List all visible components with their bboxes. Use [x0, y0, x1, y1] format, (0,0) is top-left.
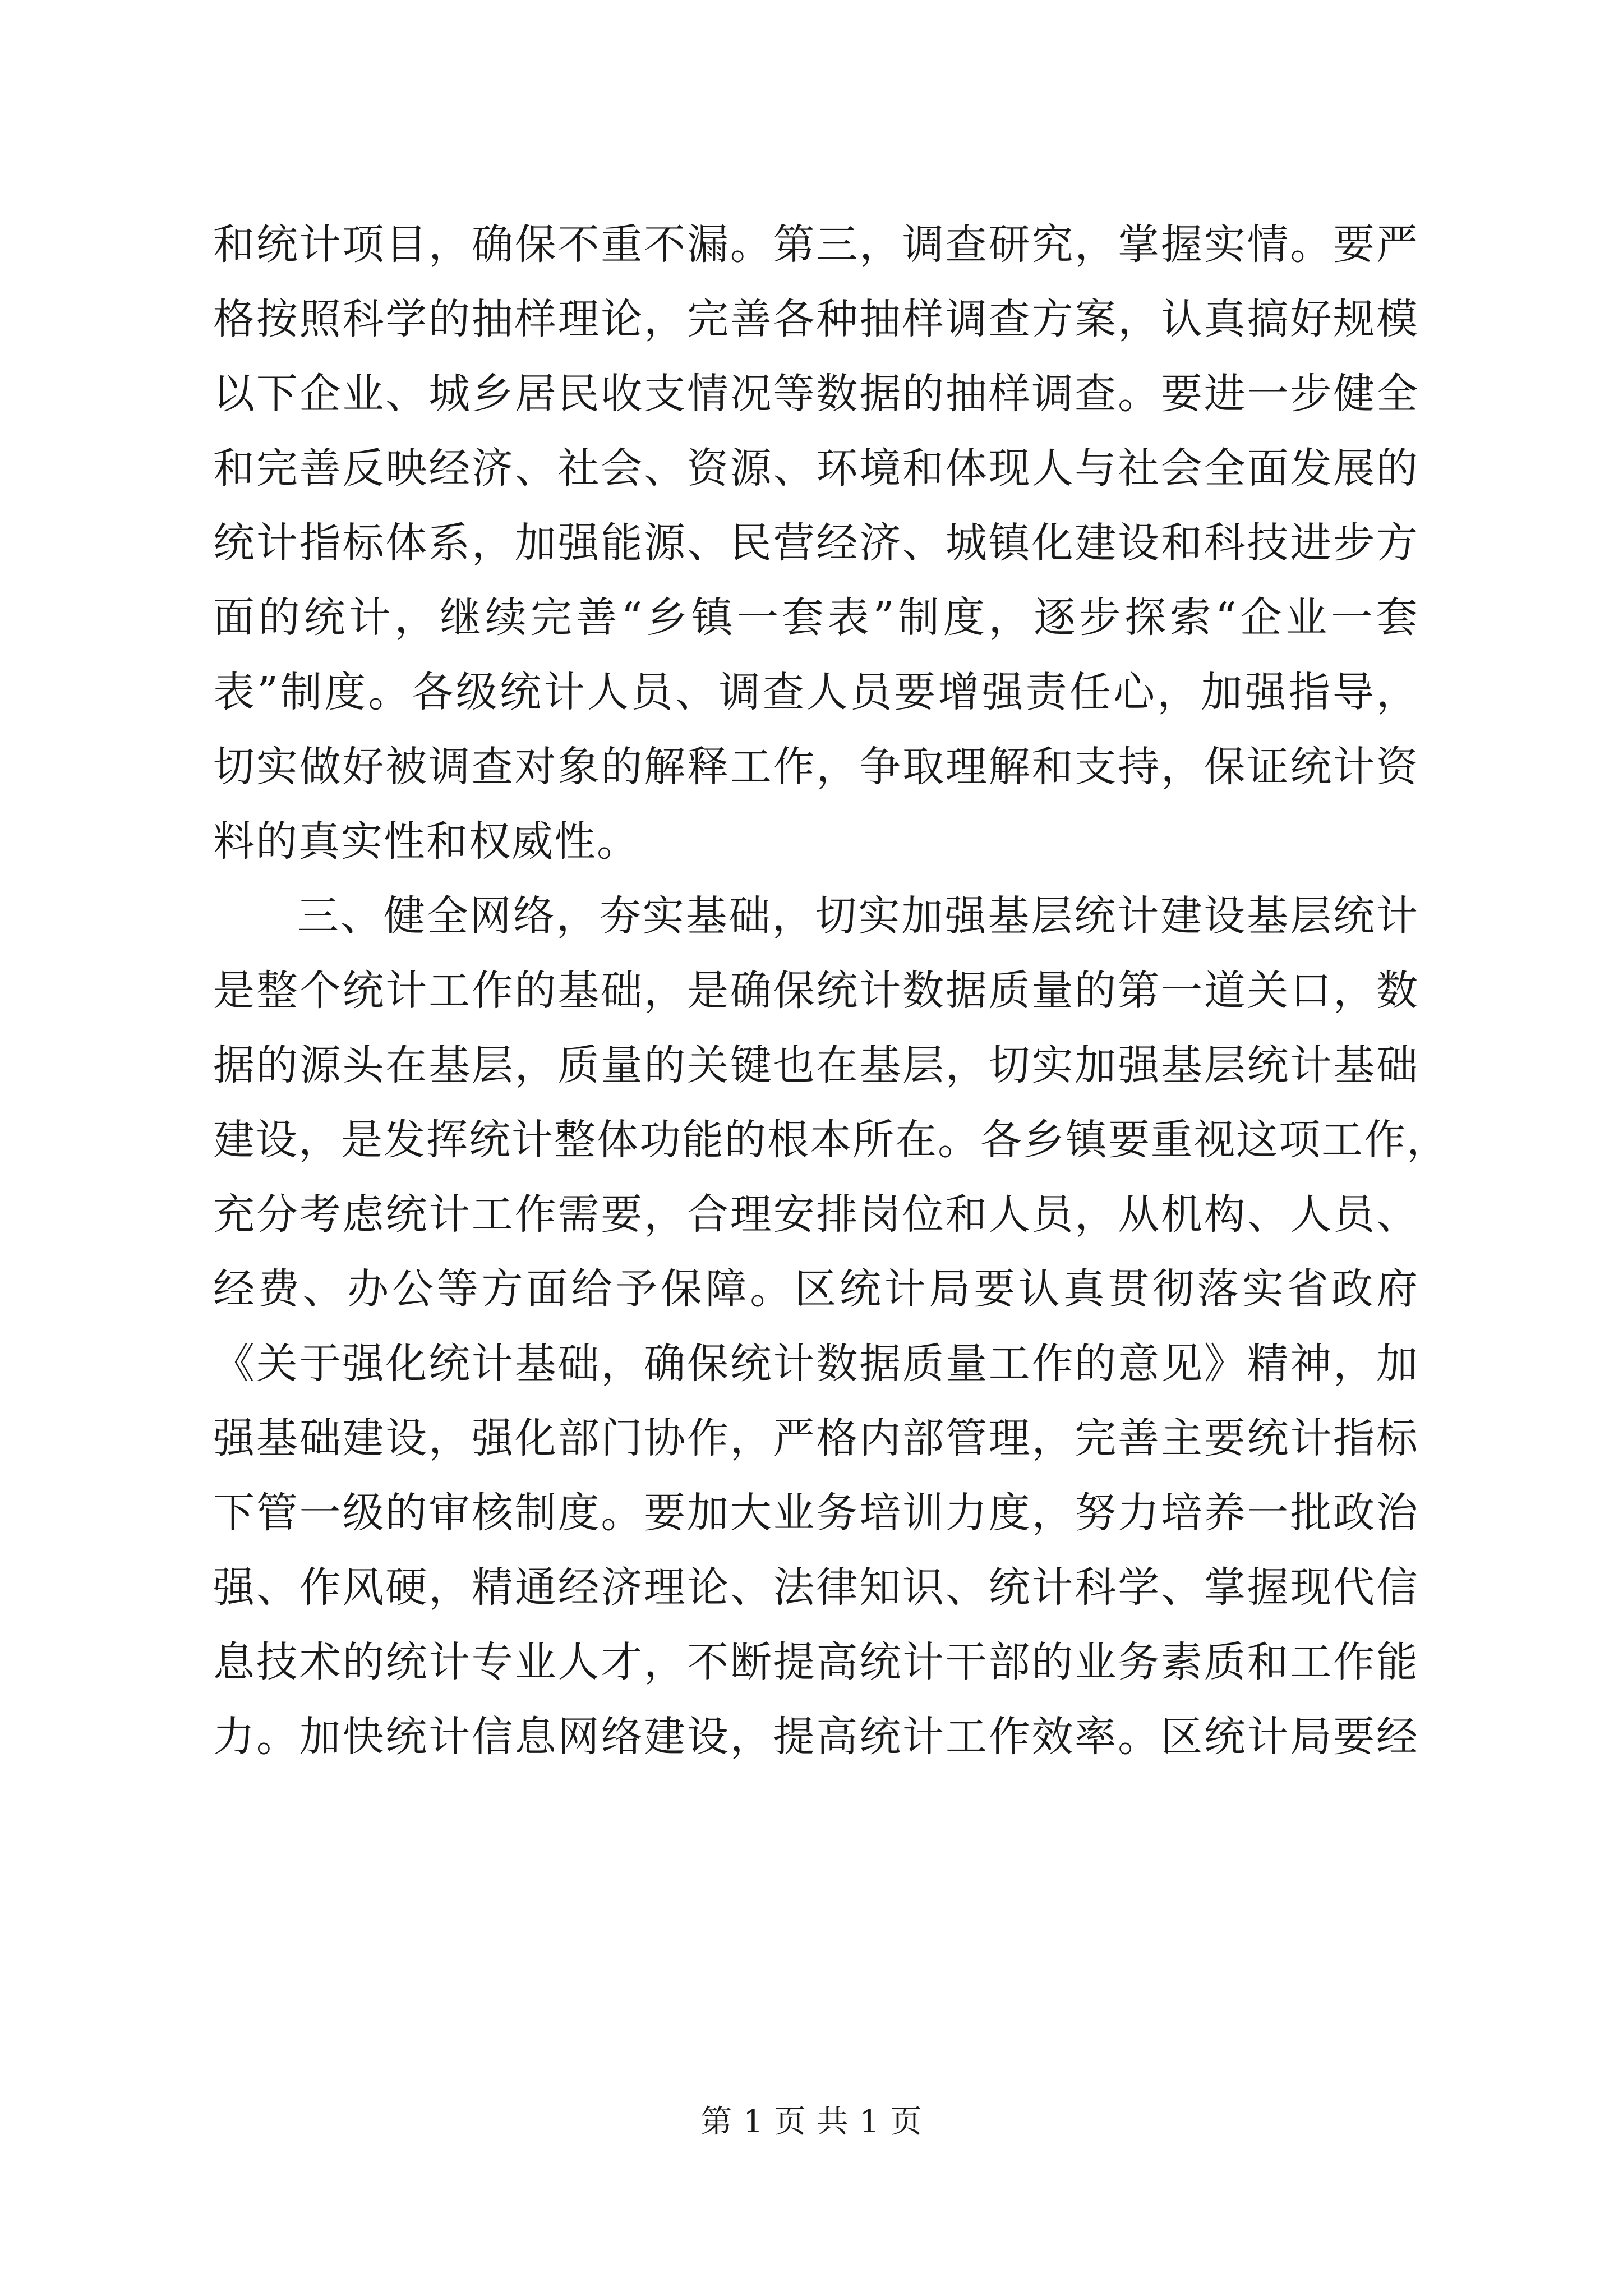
text-line: 格按照科学的抽样理论，完善各种抽样调查方案，认真搞好规模	[213, 295, 1419, 343]
text-line: 充分考虑统计工作需要，合理安排岗位和人员，从机构、人员、	[213, 1190, 1419, 1239]
text-line: 切实做好被调查对象的解释工作，争取理解和支持，保证统计资	[213, 743, 1419, 791]
text-line: 《关于强化统计基础，确保统计数据质量工作的意见》精神，加	[213, 1340, 1419, 1388]
text-line: 以下企业、城乡居民收支情况等数据的抽样调查。要进一步健全	[213, 370, 1419, 418]
text-line: 和统计项目，确保不重不漏。第三，调查研究，掌握实情。要严	[213, 220, 1419, 269]
text-line: 据的源头在基层，质量的关键也在基层，切实加强基层统计基础	[213, 1041, 1419, 1089]
text-line: 表”制度。各级统计人员、调查人员要增强责任心，加强指导，	[213, 668, 1419, 716]
text-line: 料的真实性和权威性。	[213, 817, 639, 866]
text-line: 强、作风硬，精通经济理论、法律知识、统计科学、掌握现代信	[213, 1563, 1419, 1612]
text-line: 息技术的统计专业人才，不断提高统计干部的业务素质和工作能	[213, 1638, 1419, 1686]
section-heading-line: 三、健全网络，夯实基础，切实加强基层统计建设基层统计	[297, 892, 1419, 940]
text-line: 经费、办公等方面给予保障。区统计局要认真贯彻落实省政府	[213, 1265, 1419, 1313]
text-line: 建设，是发挥统计整体功能的根本所在。各乡镇要重视这项工作，	[213, 1116, 1449, 1164]
text-line: 力。加快统计信息网络建设，提高统计工作效率。区统计局要经	[213, 1713, 1419, 1761]
text-line: 统计指标体系，加强能源、民营经济、城镇化建设和科技进步方	[213, 519, 1419, 567]
text-line: 面的统计，继续完善“乡镇一套表”制度，逐步探索“企业一套	[213, 593, 1419, 642]
body-text	[213, 208, 1449, 1774]
text-line: 和完善反映经济、社会、资源、环境和体现人与社会全面发展的	[213, 444, 1419, 493]
page-number-footer: 第 1 页 共 1 页	[700, 2104, 923, 2140]
text-line: 是整个统计工作的基础，是确保统计数据质量的第一道关口，数	[213, 967, 1419, 1015]
text-line: 强基础建设，强化部门协作，严格内部管理，完善主要统计指标	[213, 1414, 1419, 1462]
text-line: 下管一级的审核制度。要加大业务培训力度，努力培养一批政治	[213, 1489, 1419, 1537]
